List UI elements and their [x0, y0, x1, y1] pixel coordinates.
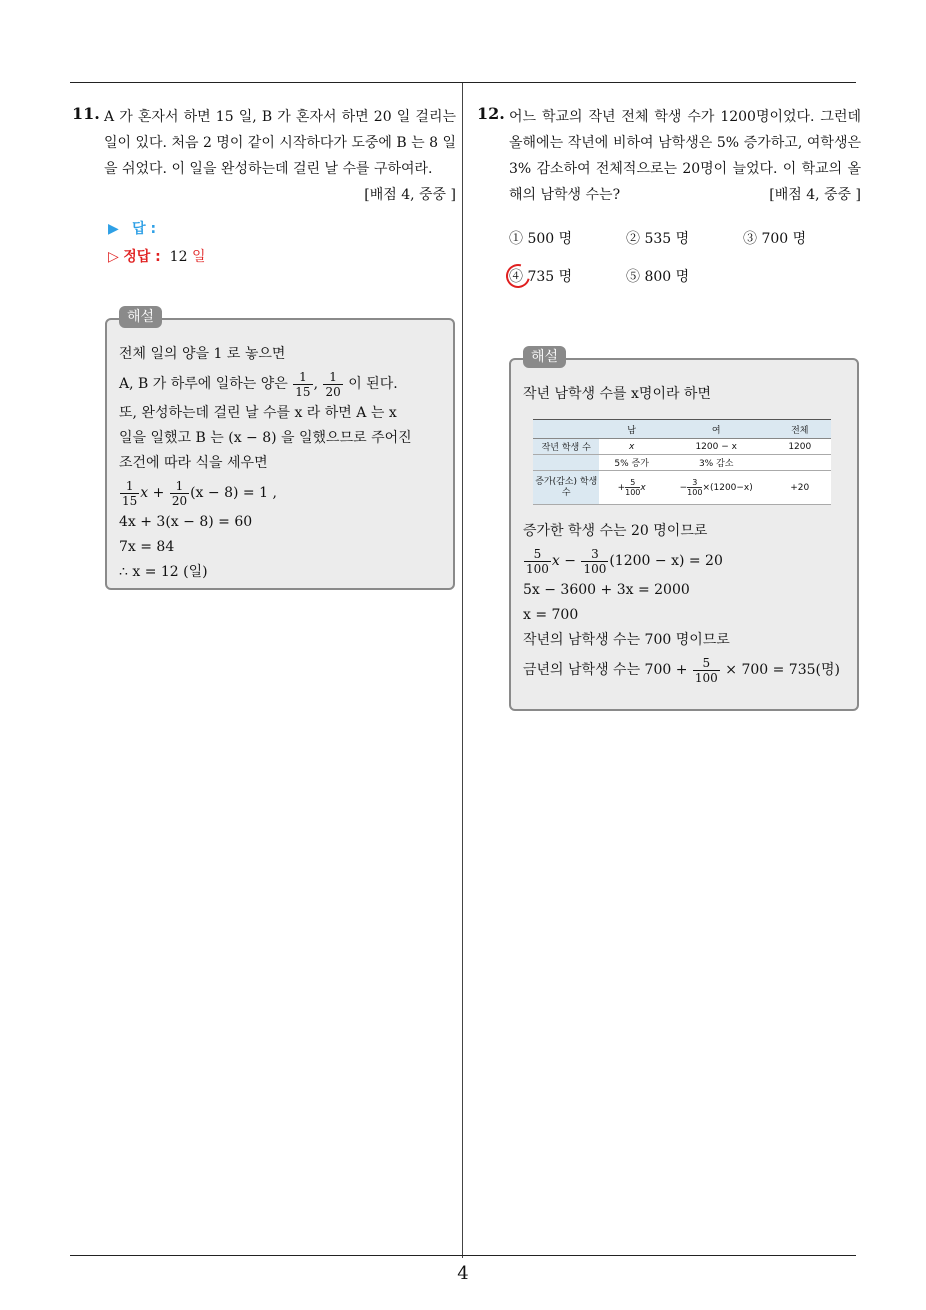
choice-3[interactable]: ③ 700 명 — [743, 231, 807, 247]
table-cell: 3% 감소 — [664, 455, 769, 471]
correct-value: 12 — [169, 249, 188, 265]
fraction: $\frac{5}{100}$ — [694, 655, 718, 685]
answer-arrow-icon: ▶ — [108, 221, 119, 237]
column-divider — [462, 83, 463, 1258]
table-cell: x — [599, 439, 663, 455]
exp-line: 작년 남학생 수를 x명이라 하면 — [523, 386, 711, 402]
question-meta: [배점 4, 중중 ] — [364, 187, 456, 203]
table-row — [533, 439, 831, 455]
exp-line: 또, 완성하는데 걸린 날 수를 x 라 하면 A 는 x — [119, 405, 397, 421]
fraction: $\frac{1}{20}$ — [325, 369, 341, 399]
exp-text: x − — [551, 553, 576, 569]
question-11 — [72, 104, 456, 270]
table-header — [533, 420, 599, 439]
explanation-tag: 해설 — [119, 306, 162, 328]
choice-1[interactable]: ① 500 명 — [509, 231, 573, 247]
table-cell: +20 — [769, 471, 831, 505]
table-cell: 5% 증가 — [599, 455, 663, 471]
fraction: $\frac{1}{15}$ — [295, 369, 311, 399]
exp-line: 작년의 남학생 수는 700 명이므로 — [523, 632, 730, 648]
correct-unit: 일 — [191, 249, 206, 265]
table-header-row — [533, 420, 831, 439]
fraction: $\frac{5}{100}$ — [526, 546, 549, 576]
exp-text: (1200 − x) = 20 — [609, 553, 723, 569]
question-meta: [배점 4, 중중 ] — [769, 187, 861, 203]
choice-4[interactable] — [509, 262, 626, 300]
explanation-tag: 해설 — [523, 346, 566, 368]
answer-row — [108, 216, 456, 242]
exp-line: 증가한 학생 수는 20 명이므로 — [523, 523, 708, 539]
page-number: 4 — [457, 1263, 469, 1284]
question-text — [509, 104, 861, 208]
exp-line — [119, 367, 441, 401]
exp-equation: 5x − 3600 + 3x = 2000 — [523, 582, 690, 598]
table-row — [533, 471, 831, 505]
table-header: 전체 — [769, 420, 831, 439]
exp-equation — [523, 653, 845, 687]
choice-2[interactable]: ② 535 명 — [626, 231, 690, 247]
exp-line: 조건에 따라 식을 세우면 — [119, 455, 268, 471]
table-cell — [533, 455, 599, 471]
exp-equation — [119, 476, 441, 510]
exp-line: 일을 일했고 B 는 (x − 8) 을 일했으므로 주어진 — [119, 430, 412, 446]
choices — [509, 224, 861, 300]
exp-line: 전체 일의 양을 1 로 놓으면 — [119, 346, 286, 362]
table-cell: 1200 − x — [664, 439, 769, 455]
table-cell: 작년 학생 수 — [533, 439, 599, 455]
answer-label: 답 : — [132, 221, 157, 237]
exp-text: , — [313, 376, 319, 392]
table-header: 남 — [599, 420, 663, 439]
fraction: $\frac{1}{20}$ — [171, 478, 188, 508]
question-number: 11. — [72, 104, 100, 123]
table-cell: 1200 — [769, 439, 831, 455]
table-cell: − $\frac{3}{100}\times(1200-x)$ — [664, 471, 769, 505]
question-body: 어느 학교의 작년 전체 학생 수가 1200명이었다. 그런데 올해에는 작년에 비하여 남학생은 5% 증가하고, 여학생은 3% 감소하여 전체적으로는 20명이 늘었다. 이 학교의 올해의 남학생 수는? — [509, 109, 861, 203]
question-text — [104, 104, 456, 208]
top-rule — [70, 82, 856, 83]
question-body: A 가 혼자서 하면 15 일, B 가 혼자서 하면 20 일 걸리는 일이 있다. 처음 2 명이 같이 시작하다가 도중에 B 는 8 일을 쉬었다. 이 일을 완성하는데 걸린 날 수를 구하여라. — [104, 109, 456, 177]
exp-text: 이 된다. — [348, 376, 398, 392]
answer-circle-icon — [502, 260, 535, 293]
data-table — [533, 419, 831, 505]
question-12 — [477, 104, 861, 300]
table-cell — [769, 455, 831, 471]
choice-value: 735 명 — [527, 269, 573, 285]
exp-equation: 7x = 84 — [119, 539, 175, 555]
correct-answer-row — [108, 244, 456, 270]
correct-arrow-icon: ▷ — [108, 249, 119, 265]
exp-text: (x − 8) = 1 , — [190, 485, 277, 501]
exp-equation: ∴ x = 12 (일) — [119, 564, 208, 580]
exp-text: x + — [140, 485, 165, 501]
fraction: $\frac{1}{15}$ — [122, 478, 138, 508]
fraction: $\frac{3}{100}$ — [583, 546, 607, 576]
table-header: 여 — [664, 420, 769, 439]
exp-equation: 4x + 3(x − 8) = 60 — [119, 514, 253, 530]
choice-number: ④ — [509, 269, 523, 285]
table-cell: 증가(감소) 학생 수 — [533, 471, 599, 505]
exp-equation — [523, 544, 845, 578]
explanation-box-12 — [509, 349, 859, 711]
question-number: 12. — [477, 104, 505, 123]
exp-text: A, B 가 하루에 일하는 양은 — [119, 376, 288, 392]
bottom-rule — [70, 1255, 856, 1256]
explanation-box-11 — [105, 309, 455, 590]
table-cell: + $\frac{5}{100}x$ — [599, 471, 663, 505]
exp-text: 금년의 남학생 수는 700 + — [523, 662, 688, 678]
exp-text: × 700 = 735(명) — [725, 662, 840, 678]
correct-label: 정답 : — [123, 249, 161, 265]
exp-equation: x = 700 — [523, 607, 579, 623]
choice-5[interactable]: ⑤ 800 명 — [626, 269, 690, 285]
table-row — [533, 455, 831, 471]
